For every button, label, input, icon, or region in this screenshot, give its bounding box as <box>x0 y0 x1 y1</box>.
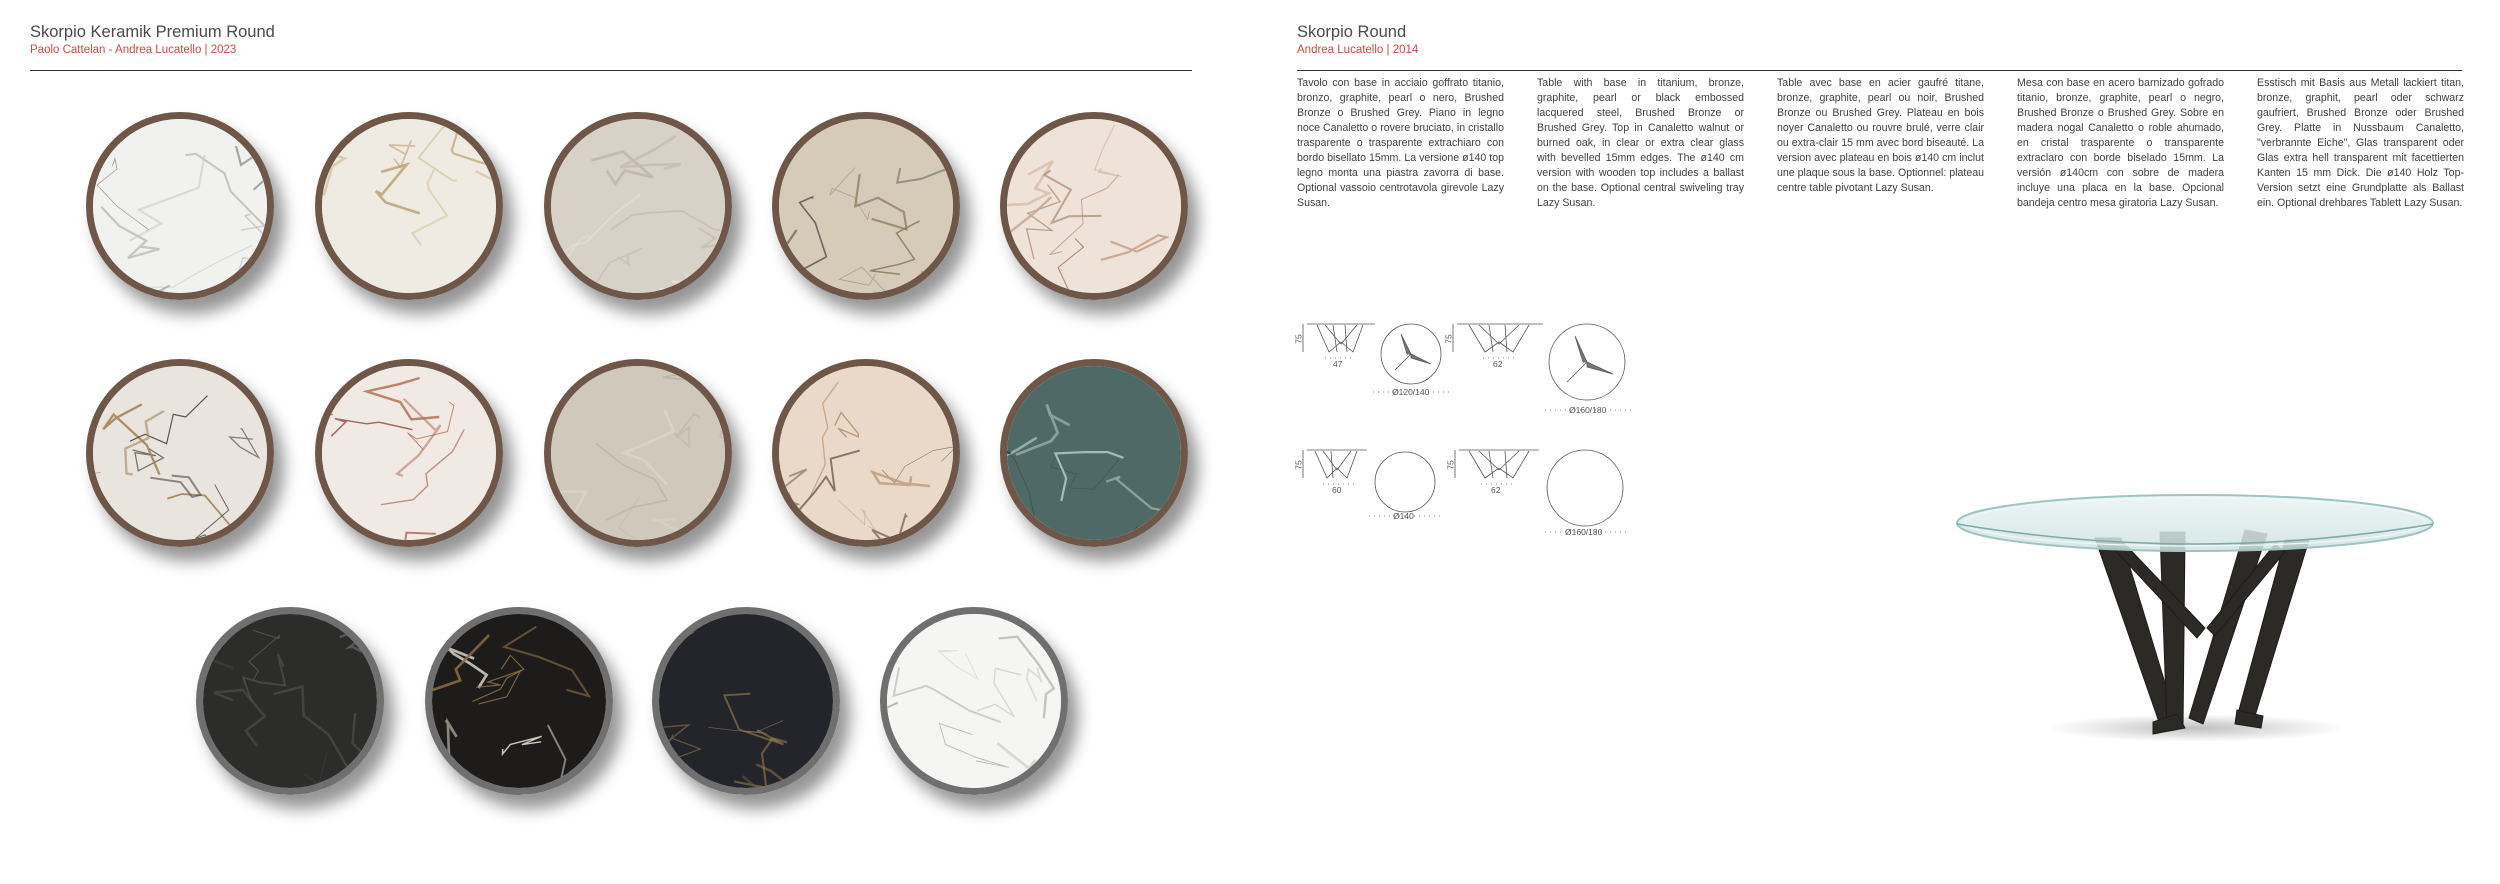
swatch-golden-breccia-marble <box>86 359 274 547</box>
swatch-beige-stone <box>544 359 732 547</box>
side-view-3 <box>1303 450 1367 484</box>
height-label-2: 75 <box>1443 334 1454 344</box>
diameter-label-4: Ø160/180 <box>1565 527 1603 537</box>
side-view-1 <box>1303 324 1375 358</box>
swatch-macchia-vecchia-marble <box>772 112 960 300</box>
table-product-image <box>1945 478 2445 778</box>
description-german: Esstisch mit Basis aus Metall lackiert titan, bronze, graphit, pearl oder schwarz gaufriert, Brushed Bronze oder Brushed Grey. Platte in Nussbaum Canaletto, "verbrannte Eiche", Glas transparent oder Glas extra hell transparent mit facettierten Kanten 15 mm Dick. Die ø140 Holz Top-Version setzt eine Grundplatte als Ballast ein. Optional drehbares Tablett Lazy Susan. <box>2257 77 2464 210</box>
swatch-black-marble <box>196 607 384 795</box>
diameter-label-3: Ø140 <box>1393 511 1414 521</box>
width-label-2: 62 <box>1493 359 1503 369</box>
description-french: Table avec base en acier gaufré titane, bronze, graphite, pearl ou noir, Brushed Bronze ou Brushed Grey. Plateau en bois noyer Canaletto ou rouvre brulé, verre clair ou extra-clair 15 mm avec bord biseauté. La version avec plateau en bois ø140 cm inclut une plaque sous la base. Optionnel: plateau centre table pivotant Lazy Susan. <box>1777 77 1984 195</box>
swatch-sahara-noir-marble <box>425 607 613 795</box>
dimension-diagrams <box>1293 318 1657 548</box>
swatch-grey-wood-stone <box>544 112 732 300</box>
diameter-label-1: Ø120/140 <box>1392 387 1430 397</box>
swatch-gold-white-marble <box>315 112 503 300</box>
swatch-white-calacatta-marble <box>86 112 274 300</box>
swatch-green-quartzite <box>1000 359 1188 547</box>
swatch-white-statuario-marble <box>880 607 1068 795</box>
description-spanish: Mesa con base en acero barnizado gofrado titanio, bronze, graphite, pearl o negro, Brushed Bronze o Brushed Grey. Sobre en madera nogal Canaletto o roble ahumado, en cristal trasparente o transparente extraclaro con borde biselado 15mm. La versión ø140cm con sobre de madera incluye una placa en la base. Opcional bandeja centro mesa giratoria Lazy Susan. <box>2017 77 2224 210</box>
right-header-rule <box>1297 70 2462 71</box>
left-header-rule <box>30 70 1192 71</box>
swatch-breccia-capraia-marble <box>772 359 960 547</box>
description-italian: Tavolo con base in acciaio goffrato titanio, bronzo, graphite, pearl o nero, Brushed Bronze o Brushed Grey. Piano in legno noce Canaletto o rovere bruciato, in cristallo trasparente o trasparente extrachiaro con bordo bisellato 15mm. La versione ø140 top legno monta una piastra zavorra di base. Optional vassoio centrotavola girevole Lazy Susan. <box>1297 77 1504 210</box>
diameter-label-2: Ø160/180 <box>1569 405 1607 415</box>
width-label-4: 62 <box>1491 485 1501 495</box>
width-label-1: 47 <box>1333 359 1343 369</box>
top-view-1 <box>1373 324 1449 392</box>
right-page-subtitle: Andrea Lucatello | 2014 <box>1297 44 1419 56</box>
width-label-3: 60 <box>1332 485 1342 495</box>
swatch-rose-onyx-marble <box>1000 112 1188 300</box>
top-view-3 <box>1369 452 1441 516</box>
swatch-calacatta-viola-marble <box>315 359 503 547</box>
left-page-title: Skorpio Keramik Premium Round <box>30 23 275 41</box>
skorpio-table-illustration <box>1945 478 2445 778</box>
side-view-4 <box>1455 450 1539 484</box>
description-english: Table with base in titanium, bronze, graphite, pearl or black embossed lacquered steel, Brushed Bronze or Brushed Grey. Top in Canaletto walnut or burned oak, in clear or extra clear glass with bevelled 15mm edges. The ø140 cm version with wooden top includes a ballast on the base. Optional central swiveling tray Lazy Susan. <box>1537 77 1744 210</box>
dimension-drawings <box>1297 318 1657 548</box>
swatch-golden-black-marble <box>652 607 840 795</box>
height-label-3: 75 <box>1293 460 1304 470</box>
height-label-1: 75 <box>1293 334 1304 344</box>
left-page-subtitle: Paolo Cattelan - Andrea Lucatello | 2023 <box>30 44 237 56</box>
right-page-title: Skorpio Round <box>1297 23 1407 41</box>
height-label-4: 75 <box>1445 460 1456 470</box>
top-view-2 <box>1545 324 1631 410</box>
top-view-4 <box>1545 450 1627 532</box>
side-view-2 <box>1453 324 1543 358</box>
